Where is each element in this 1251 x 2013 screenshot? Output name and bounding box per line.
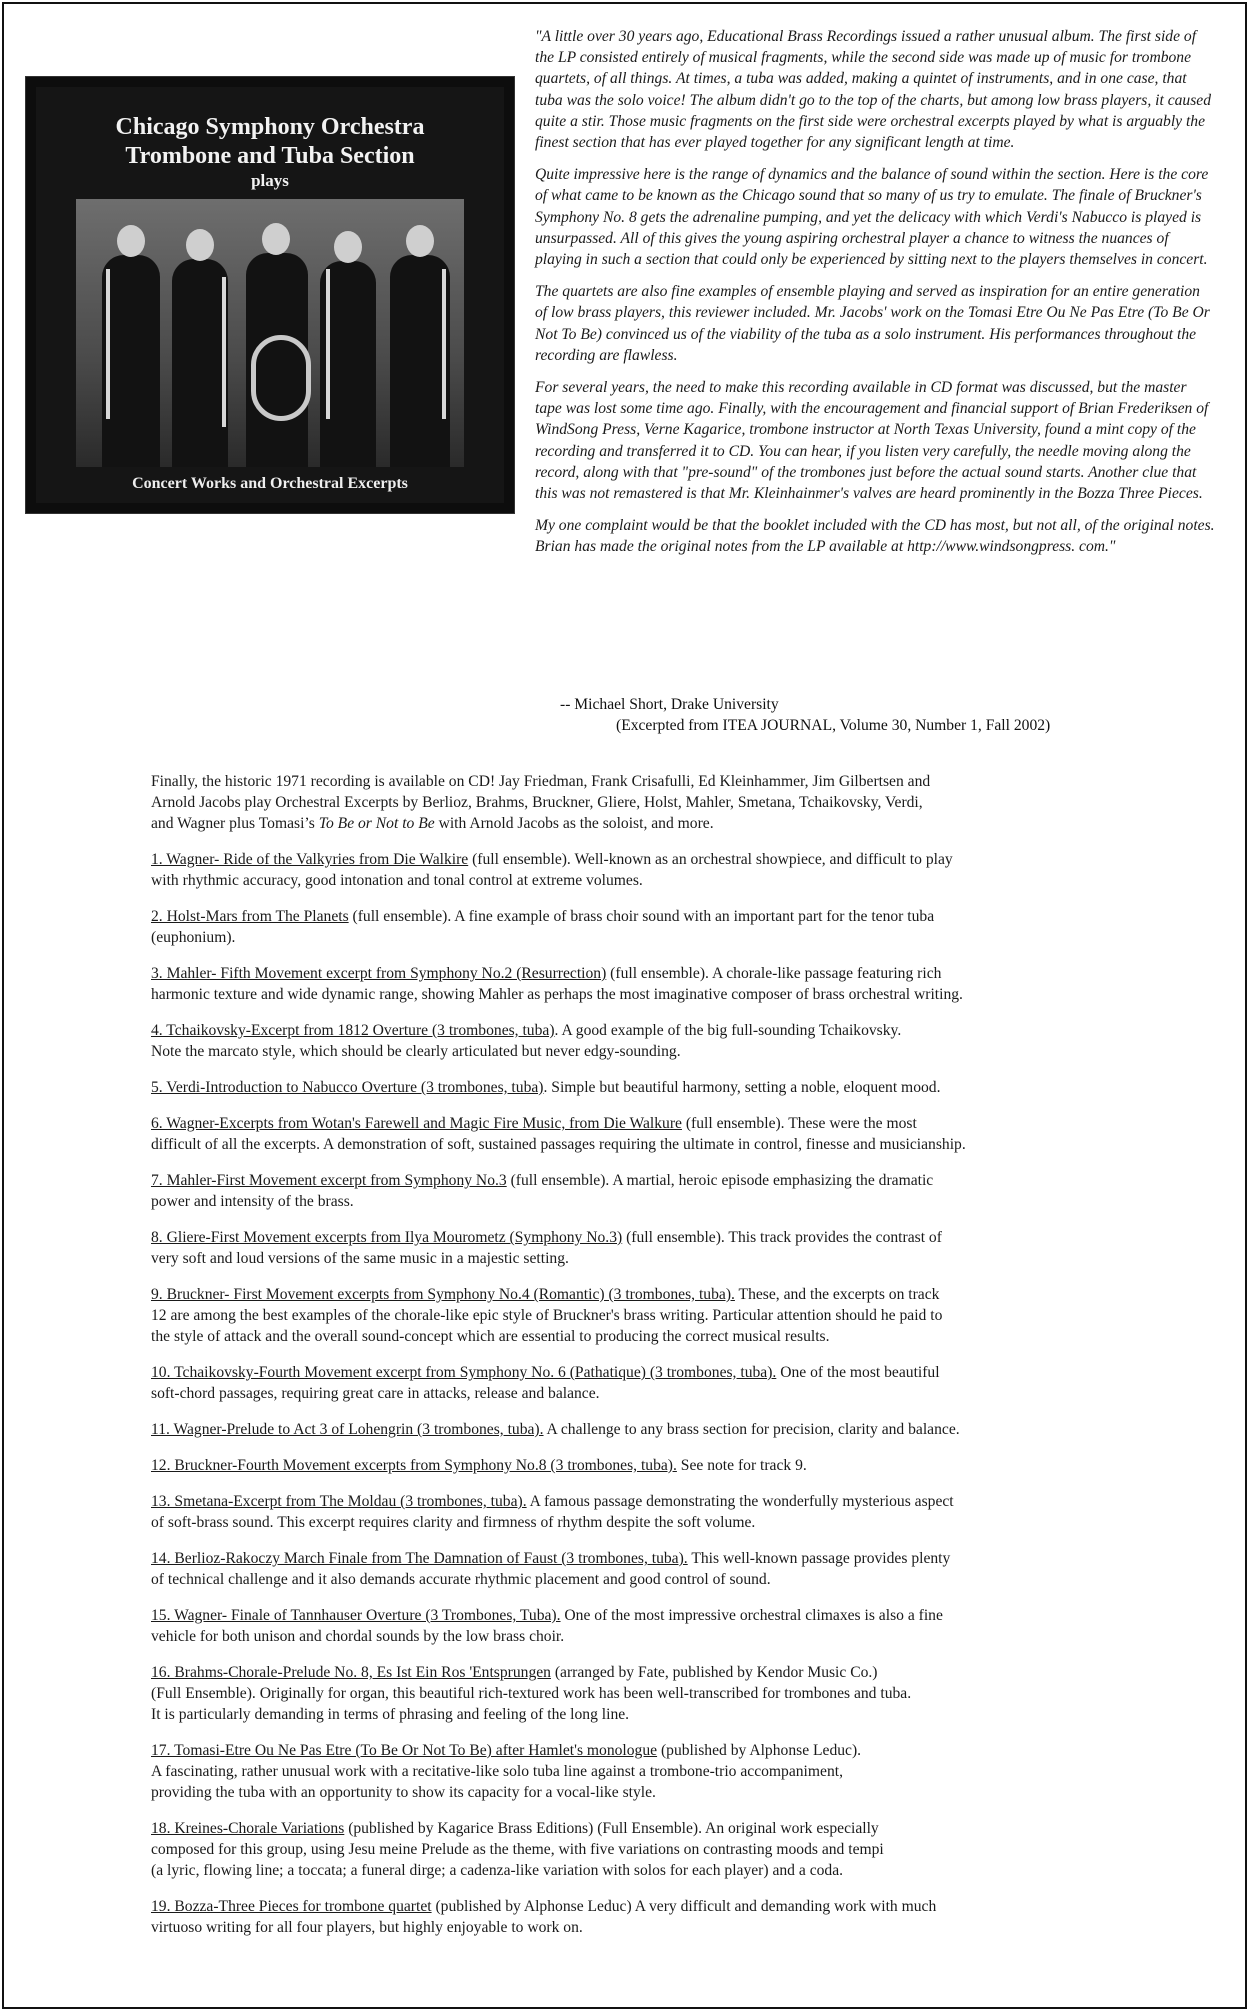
album-cover-title-line1: Chicago Symphony Orchestra	[115, 114, 425, 140]
intro-italic-title: To Be or Not to Be	[318, 815, 435, 832]
track-title: 4. Tchaikovsky-Excerpt from 1812 Overture (3 trombones, tuba)	[151, 1022, 555, 1039]
review-author: -- Michael Short, Drake University	[560, 696, 779, 713]
track-description: (full ensemble). This track provides the contrast of very soft and loud versions of the same music in a majestic setting.	[151, 1229, 942, 1267]
track-item	[151, 1227, 1111, 1269]
track-title: 1. Wagner- Ride of the Valkyries from Die Walkire	[151, 851, 469, 868]
album-cover-title	[36, 113, 504, 191]
track-list-section	[151, 771, 1111, 1953]
review-paragraph: Quite impressive here is the range of dynamics and the balance of sound within the section. Here is the core of what came to be known as the Chicago sound that so many of us try to emulate. The finale of Bruckner's Symphony No. 8 gets the adrenaline pumping, and yet the delicacy with which Verdi's Nabucco is played is unsurpassed. All of this gives the young aspiring orchestral player a chance to witness the nuances of playing in such a section that could only be experienced by sitting next to the players themselves in concert.	[535, 166, 1209, 269]
track-description: (published by Kagarice Brass Editions) (Full Ensemble). An original work especially composed for this group, using Jesu meine Prelude as the theme, with five variations on contrasting moods and tempi (a lyric, flowing line; a toccata; a funeral dirge; a cadenza-like variation with solos for each player) and a coda.	[151, 1820, 884, 1879]
track-description: (published by Alphonse Leduc). A fascinating, rather unusual work with a recitative-like solo tuba line against a trombone-trio accompaniment, providing the tuba with an opportunity to show its capacity for a vocal-like style.	[151, 1742, 862, 1801]
player-head	[117, 225, 145, 257]
track-item	[151, 1362, 1111, 1404]
track-item	[151, 1455, 1111, 1476]
track-item	[151, 1491, 1111, 1533]
album-cover-image	[25, 76, 515, 514]
intro-paragraph	[151, 771, 1111, 834]
track-item	[151, 906, 1111, 948]
track-title: 10. Tchaikovsky-Fourth Movement excerpt from Symphony No. 6 (Pathatique) (3 trombones, tuba).	[151, 1364, 777, 1381]
track-item	[151, 1818, 1111, 1881]
player-head	[334, 231, 362, 263]
track-item	[151, 1170, 1111, 1212]
player-head	[186, 229, 214, 261]
review-text	[535, 26, 1215, 569]
track-title: 5. Verdi-Introduction to Nabucco Overture (3 trombones, tuba)	[151, 1079, 544, 1096]
track-item	[151, 1419, 1111, 1440]
intro-text-after: with Arnold Jacobs as the soloist, and more.	[434, 815, 714, 832]
track-description: One of the most impressive orchestral climaxes is also a fine vehicle for both unison and chordal sounds by the low brass choir.	[151, 1607, 943, 1645]
track-item	[151, 1077, 1111, 1098]
track-title: 3. Mahler- Fifth Movement excerpt from Symphony No.2 (Resurrection)	[151, 965, 607, 982]
album-cover-plays: plays	[251, 171, 289, 190]
track-description: (arranged by Fate, published by Kendor Music Co.) (Full Ensemble). Originally for organ, this beautiful rich-textured work has been well-transcribed for trombones and tuba. It is particularly demanding in terms of phrasing and feeling of the long line.	[151, 1664, 912, 1723]
review-paragraph: My one complaint would be that the booklet included with the CD has most, but not all, of the original notes. Brian has made the original notes from the LP available at http://www.windsongpress. com."	[535, 517, 1215, 556]
track-description: These, and the excerpts on track 12 are among the best examples of the chorale-like epic style of Bruckner's brass writing. Particular attention should he paid to the style of attack and the overall sound-concept which are essential to producing the correct musical results.	[151, 1286, 943, 1345]
track-title: 18. Kreines-Chorale Variations	[151, 1820, 345, 1837]
track-item	[151, 1896, 1111, 1938]
player-head	[262, 223, 290, 255]
track-title: 15. Wagner- Finale of Tannhauser Overture (3 Trombones, Tuba).	[151, 1607, 561, 1624]
track-description: (full ensemble). A chorale-like passage featuring rich harmonic texture and wide dynamic range, showing Mahler as perhaps the most imaginative composer of brass orchestral writing.	[151, 965, 963, 1003]
trombone-slide	[326, 269, 330, 419]
track-description: (published by Alphonse Leduc) A very difficult and demanding work with much virtuoso writing for all four players, but highly enjoyable to work on.	[151, 1898, 937, 1936]
intro-text-before: Finally, the historic 1971 recording is available on CD! Jay Friedman, Frank Crisafulli, Ed Kleinhammer, Jim Gilbertsen and Arnold Jacobs play Orchestral Excerpts by Berlioz, Brahms, Bruckner, Gliere, Holst, Mahler, Smetana, Tchaikovsky, Verdi, and Wagner plus Tomasi’s	[151, 773, 931, 832]
track-title: 7. Mahler-First Movement excerpt from Symphony No.3	[151, 1172, 507, 1189]
review-paragraph: For several years, the need to make this recording available in CD format was discussed, but the master tape was lost some time ago. Finally, with the encouragement and financial support of Brian Frederiksen of WindSong Press, Verne Kagarice, trombone instructor at North Texas University, found a mint copy of the recording and transferred it to CD. You can hear, if you listen very carefully, the needle moving along the record, along with that "pre-sound" of the trombones just before the actual sound starts. Another clue that this was not remastered is that Mr. Kleinhainmer's valves are heard prominently in the Bozza Three Pieces.	[535, 379, 1209, 503]
review-source: (Excerpted from ITEA JOURNAL, Volume 30, Number 1, Fall 2002)	[616, 717, 1051, 734]
track-title: 19. Bozza-Three Pieces for trombone quartet	[151, 1898, 432, 1915]
track-title: 9. Bruckner- First Movement excerpts from Symphony No.4 (Romantic) (3 trombones, tuba).	[151, 1286, 735, 1303]
track-description: (full ensemble). Well-known as an orchestral showpiece, and difficult to play with rhythmic accuracy, good intonation and tonal control at extreme volumes.	[151, 851, 953, 889]
track-title: 16. Brahms-Chorale-Prelude No. 8, Es Ist Ein Ros 'Entsprungen	[151, 1664, 551, 1681]
track-title: 8. Gliere-First Movement excerpts from Ilya Mourometz (Symphony No.3)	[151, 1229, 623, 1246]
track-item	[151, 849, 1111, 891]
album-cover-art	[36, 87, 504, 503]
player-figure	[172, 259, 228, 467]
track-description: This well-known passage provides plenty of technical challenge and it also demands accurate rhythmic placement and good control of sound.	[151, 1550, 951, 1588]
track-description: . A good example of the big full-sounding Tchaikovsky. Note the marcato style, which should be clearly articulated but never edgy-sounding.	[151, 1022, 902, 1060]
track-title: 11. Wagner-Prelude to Act 3 of Lohengrin (3 trombones, tuba).	[151, 1421, 544, 1438]
player-head	[406, 225, 434, 257]
track-title: 12. Bruckner-Fourth Movement excerpts from Symphony No.8 (3 trombones, tuba).	[151, 1457, 677, 1474]
track-description: One of the most beautiful soft-chord passages, requiring great care in attacks, release and balance.	[151, 1364, 940, 1402]
ensemble-photo	[76, 199, 464, 467]
track-title: 14. Berlioz-Rakoczy March Finale from The Damnation of Faust (3 trombones, tuba).	[151, 1550, 688, 1567]
album-cover-title-line2: Trombone and Tuba Section	[125, 143, 415, 169]
track-title: 2. Holst-Mars from The Planets	[151, 908, 349, 925]
track-description: (full ensemble). A fine example of brass choir sound with an important part for the tenor tuba (euphonium).	[151, 908, 935, 946]
track-title: 13. Smetana-Excerpt from The Moldau (3 trombones, tuba).	[151, 1493, 527, 1510]
track-description: (full ensemble). These were the most difficult of all the excerpts. A demonstration of soft, sustained passages requiring the ultimate in control, finesse and musicianship.	[151, 1115, 966, 1153]
track-item	[151, 1020, 1111, 1062]
track-title: 17. Tomasi-Etre Ou Ne Pas Etre (To Be Or Not To Be) after Hamlet's monologue	[151, 1742, 658, 1759]
tuba	[251, 335, 311, 421]
track-item	[151, 1605, 1111, 1647]
review-paragraph: "A little over 30 years ago, Educational Brass Recordings issued a rather unusual album. The first side of the LP consisted entirely of musical fragments, while the second side was made up of music for trombone quartets, of all things. At times, a tuba was added, making a quintet of instruments, and in one case, that tuba was the solo voice! The album didn't go to the top of the charts, but among low brass players, it caused quite a stir. Those music fragments on the first side were orchestral excerpts played by what is arguably the finest section that has ever played together for any significant length at time.	[535, 28, 1211, 152]
track-description: (full ensemble). A martial, heroic episode emphasizing the dramatic power and intensity of the brass.	[151, 1172, 934, 1210]
track-description: A famous passage demonstrating the wonderfully mysterious aspect of soft-brass sound. This excerpt requires clarity and firmness of rhythm despite the soft volume.	[151, 1493, 954, 1531]
track-item	[151, 1284, 1111, 1347]
trombone-slide	[106, 269, 110, 419]
player-figure	[102, 255, 160, 467]
track-item	[151, 1740, 1111, 1803]
track-description: See note for track 9.	[676, 1457, 807, 1474]
album-cover-subtitle: Concert Works and Orchestral Excerpts	[132, 475, 408, 492]
review-byline	[560, 694, 1240, 736]
track-item	[151, 1548, 1111, 1590]
track-title: 6. Wagner-Excerpts from Wotan's Farewell and Magic Fire Music, from Die Walkure	[151, 1115, 682, 1132]
review-paragraph: The quartets are also fine examples of ensemble playing and served as inspiration for an entire generation of low brass players, this reviewer included. Mr. Jacobs' work on the Tomasi Etre Ou Ne Pas Etre (To Be Or Not To Be) convinced us of the viability of the tuba as a solo instrument. His performances throughout the recording are flawless.	[535, 283, 1210, 364]
trombone-slide	[222, 277, 226, 427]
track-item	[151, 963, 1111, 1005]
player-figure	[390, 255, 450, 467]
track-item	[151, 1662, 1111, 1725]
track-item	[151, 1113, 1111, 1155]
track-description: A challenge to any brass section for precision, clarity and balance.	[543, 1421, 960, 1438]
track-description: . Simple but beautiful harmony, setting a noble, eloquent mood.	[543, 1079, 941, 1096]
trombone-slide	[442, 269, 446, 419]
